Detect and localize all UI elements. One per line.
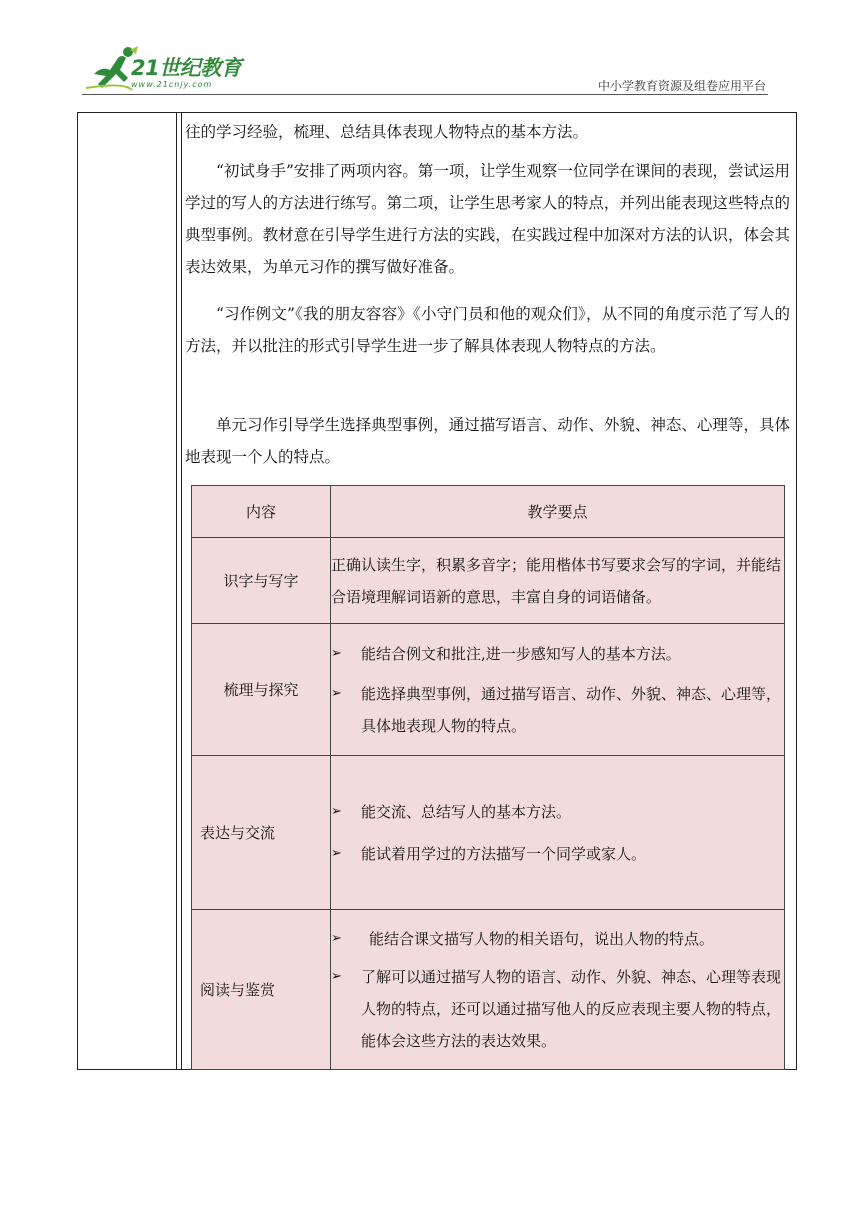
- page-header: [0, 0, 860, 100]
- header-divider: [82, 94, 768, 95]
- bullet-text: 能结合例文和批注,进一步感知写人的基本方法。: [361, 644, 681, 663]
- content-frame: [77, 112, 797, 1070]
- paragraph-4: 单元习作引导学生选择典型事例，通过描写语言、动作、外貌、神态、心理等，具体地表现一个人的特点。: [185, 416, 790, 466]
- bullet-arrow-icon: ➢: [331, 930, 342, 946]
- row-label: 表达与交流: [192, 756, 331, 910]
- bullet-item: [331, 961, 784, 1057]
- bullet-item: [331, 796, 784, 828]
- teaching-points-table: [191, 485, 785, 1070]
- bullet-arrow-icon: ➢: [331, 645, 342, 661]
- bullet-arrow-icon: ➢: [331, 845, 342, 861]
- bullet-arrow-icon: ➢: [331, 968, 342, 984]
- table-header-row: [192, 486, 785, 538]
- bullet-text: 能试着用学过的方法描写一个同学或家人。: [361, 844, 647, 863]
- bullet-item: [331, 638, 784, 670]
- bullet-text: 能交流、总结写人的基本方法。: [361, 802, 572, 821]
- table-row: [192, 538, 785, 624]
- header-points: 教学要点: [331, 486, 785, 538]
- row-label: 梳理与探究: [192, 624, 331, 756]
- bullet-item: [331, 923, 784, 955]
- row-bullets: [331, 910, 785, 1070]
- row-label: 阅读与鉴赏: [192, 910, 331, 1070]
- bullet-text: 能选择典型事例，通过描写语言、动作、外貌、神态、心理等，具体地表现人物的特点。: [361, 684, 782, 735]
- header-content: 内容: [192, 486, 331, 538]
- row-text: 正确认读生字，积累多音字；能用楷体书写要求会写的字词，并能结合语境理解词语新的意思，丰富自身的词语储备。: [331, 538, 785, 624]
- bullet-item: [331, 838, 784, 870]
- logo-brand: 21世纪教育: [131, 56, 242, 80]
- bullet-arrow-icon: ➢: [331, 685, 342, 701]
- bullet-arrow-icon: ➢: [331, 803, 342, 819]
- paragraph-2: “初试身手”安排了两项内容。第一项，让学生观察一位同学在课间的表现，尝试运用学过的写人的方法进行练写。第二项，让学生思考家人的特点，并列出能表现这些特点的典型事例。教材意在引导学生进行方法的实践，在实践过程中加深对方法的认识，体会其表达效果，为单元习作的撰写做好准备。: [185, 162, 790, 276]
- platform-name: 中小学教育资源及组卷应用平台: [597, 79, 766, 93]
- row-bullets: [331, 756, 785, 910]
- table-row: [192, 756, 785, 910]
- paragraph-3: “习作例文”《我的朋友容容》《小守门员和他的观众们》，从不同的角度示范了写人的方法，并以批注的形式引导学生进一步了解具体表现人物特点的方法。: [185, 305, 790, 355]
- bullet-text: 能结合课文描写人物的相关语句，说出人物的特点。: [369, 929, 715, 948]
- gap-column: [177, 113, 182, 1069]
- table-row: [192, 624, 785, 756]
- table-row: [192, 910, 785, 1070]
- paragraph-1: 往的学习经验，梳理、总结具体表现人物特点的基本方法。: [185, 123, 589, 141]
- row-bullets: [331, 624, 785, 756]
- left-column: [78, 113, 177, 1069]
- row-label: 识字与写字: [192, 538, 331, 624]
- logo-url: www.21cnjy.com: [131, 80, 213, 89]
- bullet-text: 了解可以通过描写人物的语言、动作、外貌、神态、心理等表现人物的特点，还可以通过描写他人的反应表现主要人物的特点，能体会这些方法的表达效果。: [361, 967, 782, 1050]
- bullet-item: [331, 678, 784, 742]
